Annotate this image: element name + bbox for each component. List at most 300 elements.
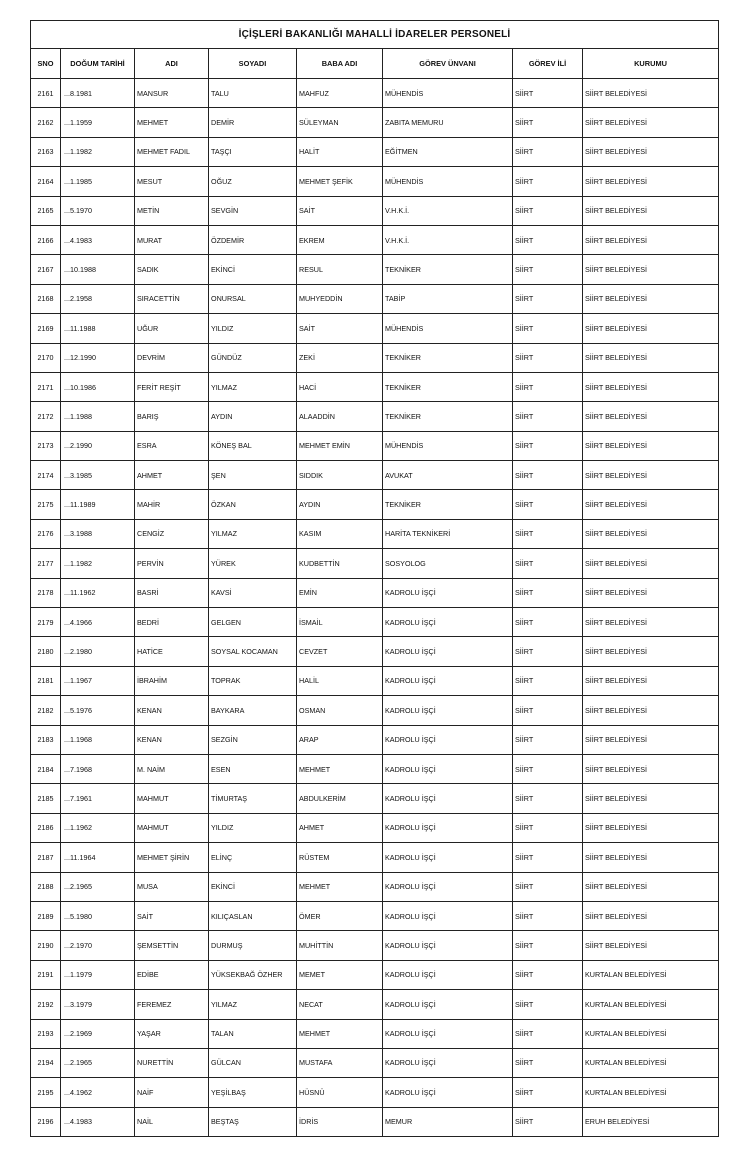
- province-cell: SİİRT: [513, 1019, 583, 1048]
- first-name-cell: KENAN: [135, 696, 209, 725]
- first-name-cell: BARIŞ: [135, 402, 209, 431]
- sno-cell: 2161: [31, 79, 61, 108]
- table-row: [31, 666, 719, 695]
- father-name-cell: HACİ: [297, 372, 383, 401]
- sno-cell: 2165: [31, 196, 61, 225]
- table-row: [31, 901, 719, 930]
- table-row: [31, 843, 719, 872]
- province-cell: SİİRT: [513, 79, 583, 108]
- sno-cell: 2178: [31, 578, 61, 607]
- birth-date-cell: ...4.1962: [61, 1078, 135, 1107]
- sno-cell: 2192: [31, 990, 61, 1019]
- sno-cell: 2163: [31, 137, 61, 166]
- birth-date-cell: ...1.1968: [61, 725, 135, 754]
- first-name-cell: CENGİZ: [135, 519, 209, 548]
- birth-date-cell: ...1.1979: [61, 960, 135, 989]
- province-cell: SİİRT: [513, 196, 583, 225]
- first-name-cell: AHMET: [135, 461, 209, 490]
- birth-date-cell: ...1.1988: [61, 402, 135, 431]
- institution-cell: SİİRT BELEDİYESİ: [583, 431, 719, 460]
- birth-date-cell: ...2.1965: [61, 1048, 135, 1077]
- column-header-adi: ADI: [135, 49, 209, 79]
- first-name-cell: NAİF: [135, 1078, 209, 1107]
- surname-cell: YILDIZ: [209, 314, 297, 343]
- birth-date-cell: ...11.1989: [61, 490, 135, 519]
- father-name-cell: KASIM: [297, 519, 383, 548]
- surname-cell: TİMURTAŞ: [209, 784, 297, 813]
- province-cell: SİİRT: [513, 578, 583, 607]
- birth-date-cell: ...5.1976: [61, 696, 135, 725]
- title-cell: V.H.K.İ.: [383, 196, 513, 225]
- surname-cell: TOPRAK: [209, 666, 297, 695]
- table-row: [31, 255, 719, 284]
- sno-cell: 2180: [31, 637, 61, 666]
- table-row: [31, 225, 719, 254]
- surname-cell: YÜREK: [209, 549, 297, 578]
- father-name-cell: ZEKİ: [297, 343, 383, 372]
- sno-cell: 2169: [31, 314, 61, 343]
- birth-date-cell: ...11.1962: [61, 578, 135, 607]
- first-name-cell: MANSUR: [135, 79, 209, 108]
- institution-cell: SİİRT BELEDİYESİ: [583, 372, 719, 401]
- sno-cell: 2171: [31, 372, 61, 401]
- sno-cell: 2185: [31, 784, 61, 813]
- column-header-gorev-ili: GÖREV İLİ: [513, 49, 583, 79]
- birth-date-cell: ...11.1964: [61, 843, 135, 872]
- province-cell: SİİRT: [513, 461, 583, 490]
- title-cell: HARİTA TEKNİKERİ: [383, 519, 513, 548]
- surname-cell: KILIÇASLAN: [209, 901, 297, 930]
- title-cell: V.H.K.İ.: [383, 225, 513, 254]
- surname-cell: KÖNEŞ BAL: [209, 431, 297, 460]
- sno-cell: 2194: [31, 1048, 61, 1077]
- institution-cell: SİİRT BELEDİYESİ: [583, 402, 719, 431]
- table-row: [31, 137, 719, 166]
- birth-date-cell: ...7.1968: [61, 754, 135, 783]
- father-name-cell: ALAADDİN: [297, 402, 383, 431]
- birth-date-cell: ...4.1966: [61, 608, 135, 637]
- institution-cell: SİİRT BELEDİYESİ: [583, 314, 719, 343]
- personnel-table: [30, 20, 719, 1137]
- father-name-cell: HALİL: [297, 666, 383, 695]
- table-row: [31, 608, 719, 637]
- title-cell: MÜHENDİS: [383, 79, 513, 108]
- province-cell: SİİRT: [513, 813, 583, 842]
- province-cell: SİİRT: [513, 637, 583, 666]
- institution-cell: SİİRT BELEDİYESİ: [583, 931, 719, 960]
- surname-cell: ŞEN: [209, 461, 297, 490]
- title-cell: KADROLU İŞÇİ: [383, 931, 513, 960]
- surname-cell: YÜKSEKBAĞ ÖZHER: [209, 960, 297, 989]
- title-cell: MÜHENDİS: [383, 431, 513, 460]
- first-name-cell: UĞUR: [135, 314, 209, 343]
- table-row: [31, 108, 719, 137]
- birth-date-cell: ...4.1983: [61, 225, 135, 254]
- title-cell: KADROLU İŞÇİ: [383, 990, 513, 1019]
- province-cell: SİİRT: [513, 666, 583, 695]
- institution-cell: KURTALAN BELEDİYESİ: [583, 1048, 719, 1077]
- sno-cell: 2181: [31, 666, 61, 695]
- sno-cell: 2164: [31, 167, 61, 196]
- institution-cell: SİİRT BELEDİYESİ: [583, 137, 719, 166]
- sno-cell: 2189: [31, 901, 61, 930]
- province-cell: SİİRT: [513, 402, 583, 431]
- institution-cell: KURTALAN BELEDİYESİ: [583, 990, 719, 1019]
- institution-cell: SİİRT BELEDİYESİ: [583, 637, 719, 666]
- first-name-cell: NURETTİN: [135, 1048, 209, 1077]
- surname-cell: YILDIZ: [209, 813, 297, 842]
- first-name-cell: BEDRİ: [135, 608, 209, 637]
- first-name-cell: MEHMET ŞİRİN: [135, 843, 209, 872]
- surname-cell: ESEN: [209, 754, 297, 783]
- title-cell: KADROLU İŞÇİ: [383, 1019, 513, 1048]
- first-name-cell: BASRİ: [135, 578, 209, 607]
- table-row: [31, 990, 719, 1019]
- title-cell: KADROLU İŞÇİ: [383, 725, 513, 754]
- title-cell: KADROLU İŞÇİ: [383, 578, 513, 607]
- province-cell: SİİRT: [513, 696, 583, 725]
- province-cell: SİİRT: [513, 608, 583, 637]
- sno-cell: 2167: [31, 255, 61, 284]
- birth-date-cell: ...3.1985: [61, 461, 135, 490]
- province-cell: SİİRT: [513, 137, 583, 166]
- column-header-kurumu: KURUMU: [583, 49, 719, 79]
- province-cell: SİİRT: [513, 872, 583, 901]
- table-row: [31, 167, 719, 196]
- first-name-cell: FEREMEZ: [135, 990, 209, 1019]
- sno-cell: 2172: [31, 402, 61, 431]
- first-name-cell: METİN: [135, 196, 209, 225]
- birth-date-cell: ...3.1988: [61, 519, 135, 548]
- birth-date-cell: ...12.1990: [61, 343, 135, 372]
- sno-cell: 2173: [31, 431, 61, 460]
- birth-date-cell: ...11.1988: [61, 314, 135, 343]
- column-header-sno: SNO: [31, 49, 61, 79]
- province-cell: SİİRT: [513, 108, 583, 137]
- first-name-cell: M. NAİM: [135, 754, 209, 783]
- birth-date-cell: ...8.1981: [61, 79, 135, 108]
- first-name-cell: KENAN: [135, 725, 209, 754]
- sno-cell: 2196: [31, 1107, 61, 1136]
- sno-cell: 2190: [31, 931, 61, 960]
- province-cell: SİİRT: [513, 372, 583, 401]
- father-name-cell: MUHYEDDİN: [297, 284, 383, 313]
- title-cell: MÜHENDİS: [383, 314, 513, 343]
- father-name-cell: MUHİTTİN: [297, 931, 383, 960]
- institution-cell: KURTALAN BELEDİYESİ: [583, 960, 719, 989]
- birth-date-cell: ...4.1983: [61, 1107, 135, 1136]
- father-name-cell: RESUL: [297, 255, 383, 284]
- column-header-dogum-tarihi: DOĞUM TARİHİ: [61, 49, 135, 79]
- surname-cell: GÜLCAN: [209, 1048, 297, 1077]
- birth-date-cell: ...1.1967: [61, 666, 135, 695]
- first-name-cell: MAHİR: [135, 490, 209, 519]
- institution-cell: SİİRT BELEDİYESİ: [583, 343, 719, 372]
- father-name-cell: SIDDIK: [297, 461, 383, 490]
- table-row: [31, 1019, 719, 1048]
- father-name-cell: ÖMER: [297, 901, 383, 930]
- father-name-cell: İDRİS: [297, 1107, 383, 1136]
- sno-cell: 2179: [31, 608, 61, 637]
- birth-date-cell: ...2.1969: [61, 1019, 135, 1048]
- title-cell: EĞİTMEN: [383, 137, 513, 166]
- father-name-cell: MEHMET ŞEFİK: [297, 167, 383, 196]
- sno-cell: 2174: [31, 461, 61, 490]
- sno-cell: 2187: [31, 843, 61, 872]
- first-name-cell: MESUT: [135, 167, 209, 196]
- title-cell: KADROLU İŞÇİ: [383, 901, 513, 930]
- province-cell: SİİRT: [513, 901, 583, 930]
- sno-cell: 2175: [31, 490, 61, 519]
- table-row: [31, 696, 719, 725]
- column-header-baba-adi: BABA ADI: [297, 49, 383, 79]
- table-row: [31, 578, 719, 607]
- surname-cell: BAYKARA: [209, 696, 297, 725]
- surname-cell: TALU: [209, 79, 297, 108]
- table-row: [31, 284, 719, 313]
- father-name-cell: HALİT: [297, 137, 383, 166]
- institution-cell: SİİRT BELEDİYESİ: [583, 225, 719, 254]
- father-name-cell: OSMAN: [297, 696, 383, 725]
- birth-date-cell: ...5.1980: [61, 901, 135, 930]
- father-name-cell: MAHFUZ: [297, 79, 383, 108]
- title-cell: KADROLU İŞÇİ: [383, 784, 513, 813]
- title-cell: KADROLU İŞÇİ: [383, 960, 513, 989]
- first-name-cell: MEHMET: [135, 108, 209, 137]
- table-row: [31, 784, 719, 813]
- birth-date-cell: ...2.1970: [61, 931, 135, 960]
- institution-cell: SİİRT BELEDİYESİ: [583, 696, 719, 725]
- institution-cell: SİİRT BELEDİYESİ: [583, 578, 719, 607]
- title-cell: KADROLU İŞÇİ: [383, 872, 513, 901]
- title-cell: KADROLU İŞÇİ: [383, 1048, 513, 1077]
- first-name-cell: EDİBE: [135, 960, 209, 989]
- table-row: [31, 931, 719, 960]
- sno-cell: 2193: [31, 1019, 61, 1048]
- sno-cell: 2195: [31, 1078, 61, 1107]
- province-cell: SİİRT: [513, 549, 583, 578]
- table-row: [31, 1107, 719, 1136]
- birth-date-cell: ...2.1958: [61, 284, 135, 313]
- sno-cell: 2184: [31, 754, 61, 783]
- sno-cell: 2176: [31, 519, 61, 548]
- province-cell: SİİRT: [513, 754, 583, 783]
- birth-date-cell: ...2.1980: [61, 637, 135, 666]
- province-cell: SİİRT: [513, 931, 583, 960]
- birth-date-cell: ...1.1982: [61, 549, 135, 578]
- first-name-cell: NAİL: [135, 1107, 209, 1136]
- sno-cell: 2182: [31, 696, 61, 725]
- birth-date-cell: ...7.1961: [61, 784, 135, 813]
- birth-date-cell: ...10.1986: [61, 372, 135, 401]
- surname-cell: OĞUZ: [209, 167, 297, 196]
- title-cell: AVUKAT: [383, 461, 513, 490]
- province-cell: SİİRT: [513, 1048, 583, 1077]
- province-cell: SİİRT: [513, 314, 583, 343]
- institution-cell: SİİRT BELEDİYESİ: [583, 872, 719, 901]
- title-cell: TEKNİKER: [383, 372, 513, 401]
- table-row: [31, 402, 719, 431]
- birth-date-cell: ...2.1965: [61, 872, 135, 901]
- table-row: [31, 725, 719, 754]
- institution-cell: KURTALAN BELEDİYESİ: [583, 1078, 719, 1107]
- surname-cell: ÖZDEMİR: [209, 225, 297, 254]
- father-name-cell: İSMAİL: [297, 608, 383, 637]
- title-cell: ZABITA MEMURU: [383, 108, 513, 137]
- table-row: [31, 960, 719, 989]
- father-name-cell: HÜSNÜ: [297, 1078, 383, 1107]
- father-name-cell: MEHMET EMİN: [297, 431, 383, 460]
- table-row: [31, 637, 719, 666]
- father-name-cell: RÜSTEM: [297, 843, 383, 872]
- province-cell: SİİRT: [513, 519, 583, 548]
- table-row: [31, 431, 719, 460]
- institution-cell: SİİRT BELEDİYESİ: [583, 666, 719, 695]
- table-row: [31, 490, 719, 519]
- surname-cell: EKİNCİ: [209, 255, 297, 284]
- institution-cell: SİİRT BELEDİYESİ: [583, 784, 719, 813]
- institution-cell: SİİRT BELEDİYESİ: [583, 608, 719, 637]
- institution-cell: SİİRT BELEDİYESİ: [583, 79, 719, 108]
- title-cell: TEKNİKER: [383, 490, 513, 519]
- table-row: [31, 754, 719, 783]
- surname-cell: YILMAZ: [209, 519, 297, 548]
- birth-date-cell: ...1.1982: [61, 137, 135, 166]
- surname-cell: YILMAZ: [209, 990, 297, 1019]
- surname-cell: BEŞTAŞ: [209, 1107, 297, 1136]
- first-name-cell: MAHMUT: [135, 813, 209, 842]
- province-cell: SİİRT: [513, 725, 583, 754]
- title-cell: TEKNİKER: [383, 255, 513, 284]
- table-body: [31, 79, 719, 1137]
- table-row: [31, 1078, 719, 1107]
- birth-date-cell: ...1.1959: [61, 108, 135, 137]
- province-cell: SİİRT: [513, 343, 583, 372]
- father-name-cell: MEHMET: [297, 754, 383, 783]
- province-cell: SİİRT: [513, 1078, 583, 1107]
- father-name-cell: ARAP: [297, 725, 383, 754]
- title-cell: KADROLU İŞÇİ: [383, 608, 513, 637]
- institution-cell: KURTALAN BELEDİYESİ: [583, 1019, 719, 1048]
- surname-cell: GELGEN: [209, 608, 297, 637]
- sno-cell: 2183: [31, 725, 61, 754]
- first-name-cell: YAŞAR: [135, 1019, 209, 1048]
- institution-cell: SİİRT BELEDİYESİ: [583, 725, 719, 754]
- title-cell: TABİP: [383, 284, 513, 313]
- institution-cell: SİİRT BELEDİYESİ: [583, 255, 719, 284]
- sno-cell: 2162: [31, 108, 61, 137]
- column-header-soyadi: SOYADI: [209, 49, 297, 79]
- father-name-cell: MEMET: [297, 960, 383, 989]
- title-cell: MÜHENDİS: [383, 167, 513, 196]
- first-name-cell: SAİT: [135, 901, 209, 930]
- province-cell: SİİRT: [513, 784, 583, 813]
- title-cell: KADROLU İŞÇİ: [383, 1078, 513, 1107]
- birth-date-cell: ...3.1979: [61, 990, 135, 1019]
- first-name-cell: MURAT: [135, 225, 209, 254]
- table-row: [31, 79, 719, 108]
- surname-cell: TALAN: [209, 1019, 297, 1048]
- father-name-cell: ABDULKERİM: [297, 784, 383, 813]
- father-name-cell: SAİT: [297, 196, 383, 225]
- province-cell: SİİRT: [513, 225, 583, 254]
- province-cell: SİİRT: [513, 490, 583, 519]
- sno-cell: 2166: [31, 225, 61, 254]
- first-name-cell: MAHMUT: [135, 784, 209, 813]
- institution-cell: SİİRT BELEDİYESİ: [583, 196, 719, 225]
- father-name-cell: MUSTAFA: [297, 1048, 383, 1077]
- birth-date-cell: ...10.1988: [61, 255, 135, 284]
- first-name-cell: SADIK: [135, 255, 209, 284]
- province-cell: SİİRT: [513, 1107, 583, 1136]
- title-cell: KADROLU İŞÇİ: [383, 696, 513, 725]
- father-name-cell: KUDBETTİN: [297, 549, 383, 578]
- table-row: [31, 1048, 719, 1077]
- table-row: [31, 314, 719, 343]
- title-cell: TEKNİKER: [383, 402, 513, 431]
- title-cell: KADROLU İŞÇİ: [383, 813, 513, 842]
- institution-cell: SİİRT BELEDİYESİ: [583, 754, 719, 783]
- province-cell: SİİRT: [513, 167, 583, 196]
- surname-cell: EKİNCİ: [209, 872, 297, 901]
- title-cell: KADROLU İŞÇİ: [383, 666, 513, 695]
- surname-cell: GÜNDÜZ: [209, 343, 297, 372]
- surname-cell: ELİNÇ: [209, 843, 297, 872]
- sno-cell: 2168: [31, 284, 61, 313]
- father-name-cell: MEHMET: [297, 872, 383, 901]
- first-name-cell: MUSA: [135, 872, 209, 901]
- column-header-gorev-unvani: GÖREV ÜNVANI: [383, 49, 513, 79]
- province-cell: SİİRT: [513, 990, 583, 1019]
- province-cell: SİİRT: [513, 284, 583, 313]
- first-name-cell: ESRA: [135, 431, 209, 460]
- father-name-cell: MEHMET: [297, 1019, 383, 1048]
- father-name-cell: CEVZET: [297, 637, 383, 666]
- table-row: [31, 872, 719, 901]
- surname-cell: TAŞÇI: [209, 137, 297, 166]
- birth-date-cell: ...2.1990: [61, 431, 135, 460]
- title-cell: MEMUR: [383, 1107, 513, 1136]
- surname-cell: SOYSAL KOCAMAN: [209, 637, 297, 666]
- father-name-cell: NECAT: [297, 990, 383, 1019]
- surname-cell: YILMAZ: [209, 372, 297, 401]
- table-row: [31, 196, 719, 225]
- birth-date-cell: ...1.1985: [61, 167, 135, 196]
- father-name-cell: EKREM: [297, 225, 383, 254]
- title-cell: SOSYOLOG: [383, 549, 513, 578]
- institution-cell: SİİRT BELEDİYESİ: [583, 108, 719, 137]
- first-name-cell: İBRAHİM: [135, 666, 209, 695]
- father-name-cell: SAİT: [297, 314, 383, 343]
- sno-cell: 2188: [31, 872, 61, 901]
- sno-cell: 2186: [31, 813, 61, 842]
- surname-cell: DURMUŞ: [209, 931, 297, 960]
- surname-cell: SEZGİN: [209, 725, 297, 754]
- table-row: [31, 343, 719, 372]
- surname-cell: DEMİR: [209, 108, 297, 137]
- province-cell: SİİRT: [513, 431, 583, 460]
- institution-cell: SİİRT BELEDİYESİ: [583, 519, 719, 548]
- sno-cell: 2170: [31, 343, 61, 372]
- surname-cell: KAVSİ: [209, 578, 297, 607]
- first-name-cell: HATİCE: [135, 637, 209, 666]
- title-cell: KADROLU İŞÇİ: [383, 754, 513, 783]
- birth-date-cell: ...5.1970: [61, 196, 135, 225]
- title-cell: KADROLU İŞÇİ: [383, 637, 513, 666]
- father-name-cell: SÜLEYMAN: [297, 108, 383, 137]
- surname-cell: SEVGİN: [209, 196, 297, 225]
- table-row: [31, 519, 719, 548]
